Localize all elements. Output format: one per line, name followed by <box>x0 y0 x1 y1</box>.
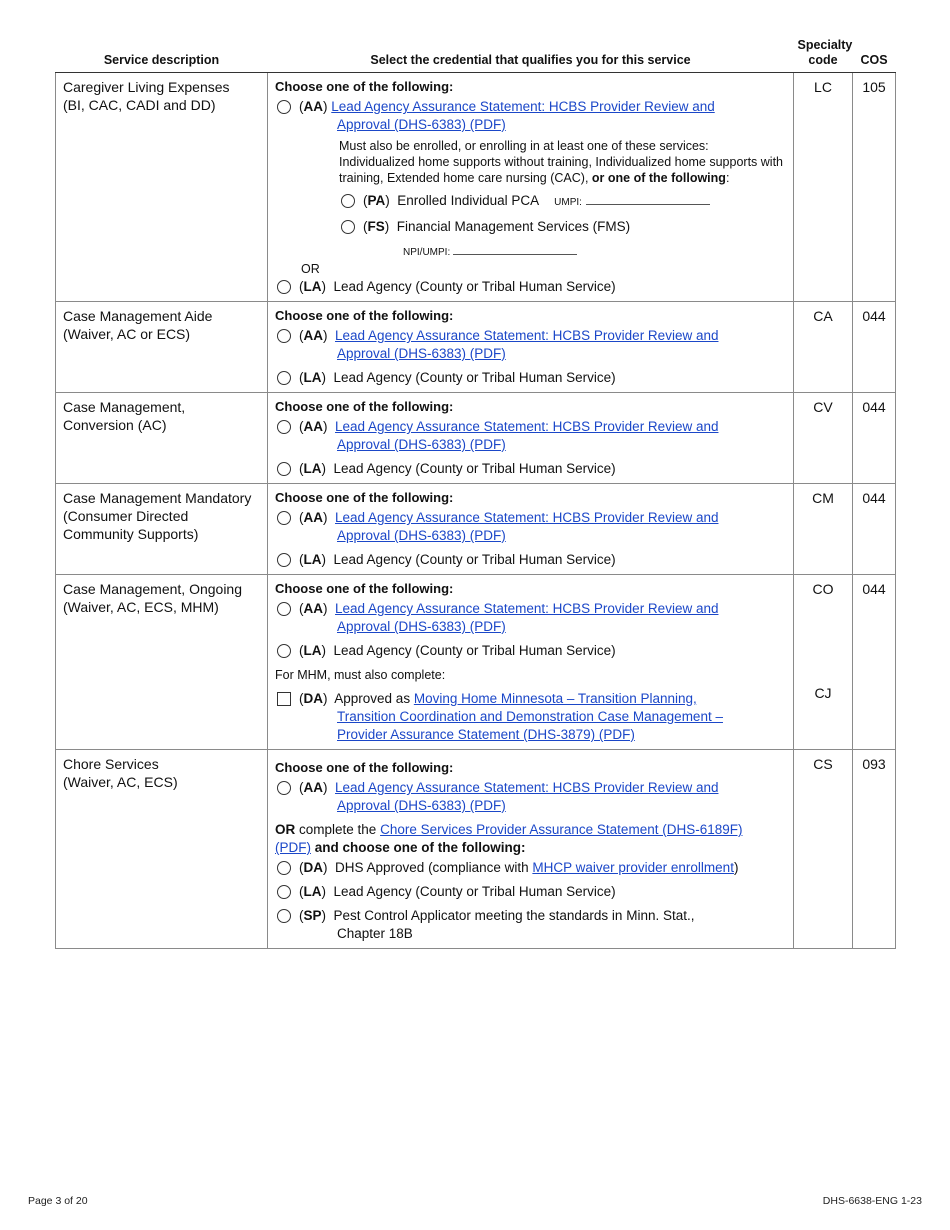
option-text: Lead Agency (County or Tribal Human Service) <box>333 370 616 385</box>
table-row <box>56 575 896 750</box>
page-number: Page 3 of 20 <box>28 1195 88 1207</box>
specialty-code: CO <box>812 581 834 597</box>
service-programs: (Waiver, AC, ECS, MHM) <box>63 599 219 615</box>
credential-cell <box>268 575 794 750</box>
credential-cell <box>268 302 794 393</box>
option-text: Enrolled Individual PCA <box>397 193 539 208</box>
option-aa: (AA) Lead Agency Assurance Statement: HCBS Provider Review and Approval (DHS-6383) (PDF) <box>275 779 786 815</box>
option-text-close: ) <box>733 860 739 875</box>
radio-la[interactable] <box>277 462 291 476</box>
option-aa: (AA) Lead Agency Assurance Statement: HCBS Provider Review and Approval (DHS-6383) (PDF) <box>275 509 786 545</box>
choose-label: Choose one of the following: <box>275 308 454 323</box>
chore-statement-link-cont[interactable]: (PDF) <box>275 840 311 855</box>
cos-code: 044 <box>853 393 896 484</box>
option-text: Lead Agency (County or Tribal Human Service) <box>333 279 616 294</box>
header-cos: COS <box>853 38 896 73</box>
option-aa: (AA) Lead Agency Assurance Statement: HCBS Provider Review and Approval (DHS-6383) (PDF) <box>275 418 786 454</box>
and-choose-label: and choose one of the following: <box>314 840 526 855</box>
header-specialty-code: Specialty code <box>794 38 853 73</box>
specialty-code-mhm: CJ <box>814 685 832 701</box>
option-text: Lead Agency (County or Tribal Human Service) <box>333 461 616 476</box>
option-code: LA <box>303 461 322 476</box>
option-code: LA <box>303 643 322 658</box>
credential-cell <box>268 484 794 575</box>
option-code: DA <box>303 691 323 706</box>
radio-pa[interactable] <box>341 194 355 208</box>
chore-statement-link[interactable]: Chore Services Provider Assurance Statement (DHS-6189F) <box>380 822 743 837</box>
service-name: Case Management, Ongoing <box>63 581 242 597</box>
credential-table <box>55 38 896 949</box>
service-cell <box>56 484 268 575</box>
option-aa: (AA) Lead Agency Assurance Statement: HCBS Provider Review and Approval (DHS-6383) (PDF) <box>275 327 786 363</box>
option-code: AA <box>303 328 323 343</box>
radio-da[interactable] <box>277 861 291 875</box>
radio-aa[interactable] <box>277 100 291 114</box>
option-code: PA <box>367 193 386 208</box>
or-bold: OR <box>275 822 296 837</box>
cos-code: 044 <box>853 484 896 575</box>
aa-statement-link-cont[interactable]: Approval (DHS-6383) (PDF) <box>337 437 506 452</box>
or-text: complete the <box>299 822 377 837</box>
radio-la[interactable] <box>277 885 291 899</box>
umpi-input[interactable] <box>586 192 710 205</box>
radio-sp[interactable] <box>277 909 291 923</box>
radio-aa[interactable] <box>277 602 291 616</box>
option-sp: (SP) Pest Control Applicator meeting the standards in Minn. Stat., Chapter 18B <box>275 907 786 943</box>
radio-la[interactable] <box>277 371 291 385</box>
specialty-code: CV <box>794 393 853 484</box>
radio-la[interactable] <box>277 280 291 294</box>
aa-statement-link-cont[interactable]: Approval (DHS-6383) (PDF) <box>337 619 506 634</box>
cos-code: 044 <box>853 575 896 750</box>
option-code: AA <box>303 419 323 434</box>
cos-code: 044 <box>853 302 896 393</box>
mhm-note: For MHM, must also complete: <box>275 668 446 682</box>
service-cell <box>56 302 268 393</box>
option-text: Financial Management Services (FMS) <box>396 219 631 234</box>
option-pa: (PA) Enrolled Individual PCA UMPI: <box>339 192 786 212</box>
service-name: Caregiver Living Expenses <box>63 79 230 95</box>
option-aa: (AA) Lead Agency Assurance Statement: HCBS Provider Review and Approval (DHS-6383) (PDF) <box>275 600 786 636</box>
specialty-code: CS <box>794 750 853 949</box>
service-cell <box>56 750 268 949</box>
option-la: (LA) Lead Agency (County or Tribal Human Service) <box>275 278 786 296</box>
npi-umpi-input[interactable] <box>453 242 577 255</box>
service-cell <box>56 575 268 750</box>
radio-aa[interactable] <box>277 511 291 525</box>
option-code: AA <box>303 510 323 525</box>
choose-label: Choose one of the following: <box>275 760 454 775</box>
option-la: (LA) Lead Agency (County or Tribal Human Service) <box>275 460 786 478</box>
aa-statement-link[interactable]: Lead Agency Assurance Statement: HCBS Provider Review and <box>335 510 719 525</box>
npi-umpi-label: NPI/UMPI: <box>403 247 451 258</box>
service-cell <box>56 73 268 302</box>
option-da: (DA) Approved as Moving Home Minnesota – Transition Planning, Transition Coordination and Demonstration Case Management – Provider Assurance Statement (DHS-3879) (PDF) <box>275 690 786 744</box>
table-row <box>56 302 896 393</box>
radio-aa[interactable] <box>277 329 291 343</box>
service-cell <box>56 393 268 484</box>
note-text: Must also be enrolled, or enrolling in at least one of these services: Individualized home supports without training, Individualized home supports with training, Extended home care nursing (CAC), <box>339 139 784 185</box>
specialty-cell <box>794 575 853 750</box>
service-programs-cont: Community Supports) <box>63 526 199 542</box>
option-la: (LA) Lead Agency (County or Tribal Human Service) <box>275 642 786 660</box>
mhm-statement-link-cont[interactable]: Transition Coordination and Demonstration Case Management – <box>337 709 723 724</box>
cos-code: 105 <box>853 73 896 302</box>
choose-label: Choose one of the following: <box>275 79 454 94</box>
option-text: Lead Agency (County or Tribal Human Service) <box>333 884 616 899</box>
service-name: Chore Services <box>63 756 159 772</box>
option-text: Lead Agency (County or Tribal Human Service) <box>333 643 616 658</box>
aa-statement-link-cont[interactable]: Approval (DHS-6383) (PDF) <box>337 117 506 132</box>
npi-row <box>403 242 786 262</box>
option-code: SP <box>303 908 322 923</box>
option-code: LA <box>303 884 322 899</box>
option-code: DA <box>303 860 323 875</box>
aa-statement-link-cont[interactable]: Approval (DHS-6383) (PDF) <box>337 346 506 361</box>
option-code: AA <box>303 601 323 616</box>
option-code: LA <box>303 552 322 567</box>
specialty-code: CA <box>794 302 853 393</box>
service-programs: (Waiver, AC, ECS) <box>63 774 178 790</box>
radio-la[interactable] <box>277 553 291 567</box>
option-la: (LA) Lead Agency (County or Tribal Human Service) <box>275 883 786 901</box>
table-row <box>56 750 896 949</box>
option-code: FS <box>367 219 385 234</box>
credential-cell <box>268 73 794 302</box>
enrollment-note <box>339 138 786 186</box>
option-text-cont: Chapter 18B <box>337 926 413 941</box>
aa-statement-link[interactable]: Lead Agency Assurance Statement: HCBS Provider Review and <box>335 601 719 616</box>
option-code: AA <box>303 99 323 114</box>
service-programs: Conversion (AC) <box>63 417 167 433</box>
umpi-label: UMPI: <box>554 197 582 208</box>
table-row <box>56 484 896 575</box>
option-code: LA <box>303 279 322 294</box>
mhm-statement-link-cont-2[interactable]: Provider Assurance Statement (DHS-3879) (PDF) <box>337 727 635 742</box>
aa-statement-link[interactable]: Lead Agency Assurance Statement: HCBS Provider Review and <box>335 419 719 434</box>
radio-fs[interactable] <box>341 220 355 234</box>
radio-la[interactable] <box>277 644 291 658</box>
option-text: Approved as <box>334 691 411 706</box>
radio-aa[interactable] <box>277 781 291 795</box>
service-name: Case Management, <box>63 399 186 415</box>
option-da: (DA) DHS Approved (compliance with MHCP waiver provider enrollment) <box>275 859 786 877</box>
header-credential: Select the credential that qualifies you for this service <box>268 38 794 73</box>
note-end: : <box>725 171 730 185</box>
service-name: Case Management Aide <box>63 308 213 324</box>
option-code: AA <box>303 780 323 795</box>
table-row <box>56 393 896 484</box>
specialty-code: CM <box>794 484 853 575</box>
service-programs: (BI, CAC, CADI and DD) <box>63 97 216 113</box>
credential-cell <box>268 750 794 949</box>
option-text: DHS Approved (compliance with <box>335 860 529 875</box>
radio-aa[interactable] <box>277 420 291 434</box>
aa-statement-link-cont[interactable]: Approval (DHS-6383) (PDF) <box>337 528 506 543</box>
form-number: DHS-6638-ENG 1-23 <box>822 1195 922 1207</box>
mhcp-enrollment-link[interactable]: MHCP waiver provider enrollment <box>532 860 734 875</box>
service-name: Case Management Mandatory <box>63 490 252 506</box>
choose-label: Choose one of the following: <box>275 490 454 505</box>
mhm-statement-link[interactable]: Moving Home Minnesota – Transition Planning, <box>413 691 697 706</box>
aa-statement-link[interactable]: Lead Agency Assurance Statement: HCBS Provider Review and <box>335 328 719 343</box>
choose-label: Choose one of the following: <box>275 399 454 414</box>
credential-cell <box>268 393 794 484</box>
option-la: (LA) Lead Agency (County or Tribal Human Service) <box>275 551 786 569</box>
choose-label: Choose one of the following: <box>275 581 454 596</box>
header-service-description: Service description <box>56 38 268 73</box>
or-label: OR <box>301 262 320 276</box>
checkbox-da[interactable] <box>277 692 291 706</box>
option-code: LA <box>303 370 322 385</box>
specialty-code: LC <box>794 73 853 302</box>
service-programs: (Waiver, AC or ECS) <box>63 326 191 342</box>
aa-statement-link[interactable]: Lead Agency Assurance Statement: HCBS Provider Review and <box>335 780 719 795</box>
table-row <box>56 73 896 302</box>
option-aa: (AA) Lead Agency Assurance Statement: HCBS Provider Review and Approval (DHS-6383) (PDF) <box>275 98 786 134</box>
option-text: Pest Control Applicator meeting the standards in Minn. Stat., <box>333 908 695 923</box>
table-header-row <box>56 38 896 73</box>
cos-code: 093 <box>853 750 896 949</box>
option-text: Lead Agency (County or Tribal Human Service) <box>333 552 616 567</box>
chore-or-line <box>275 821 786 857</box>
service-programs: (Consumer Directed <box>63 508 189 524</box>
option-la: (LA) Lead Agency (County or Tribal Human Service) <box>275 369 786 387</box>
option-fs: (FS) Financial Management Services (FMS) <box>339 218 786 236</box>
aa-statement-link[interactable]: Lead Agency Assurance Statement: HCBS Provider Review and <box>331 99 715 114</box>
note-bold: or one of the following <box>591 171 726 185</box>
aa-statement-link-cont[interactable]: Approval (DHS-6383) (PDF) <box>337 798 506 813</box>
